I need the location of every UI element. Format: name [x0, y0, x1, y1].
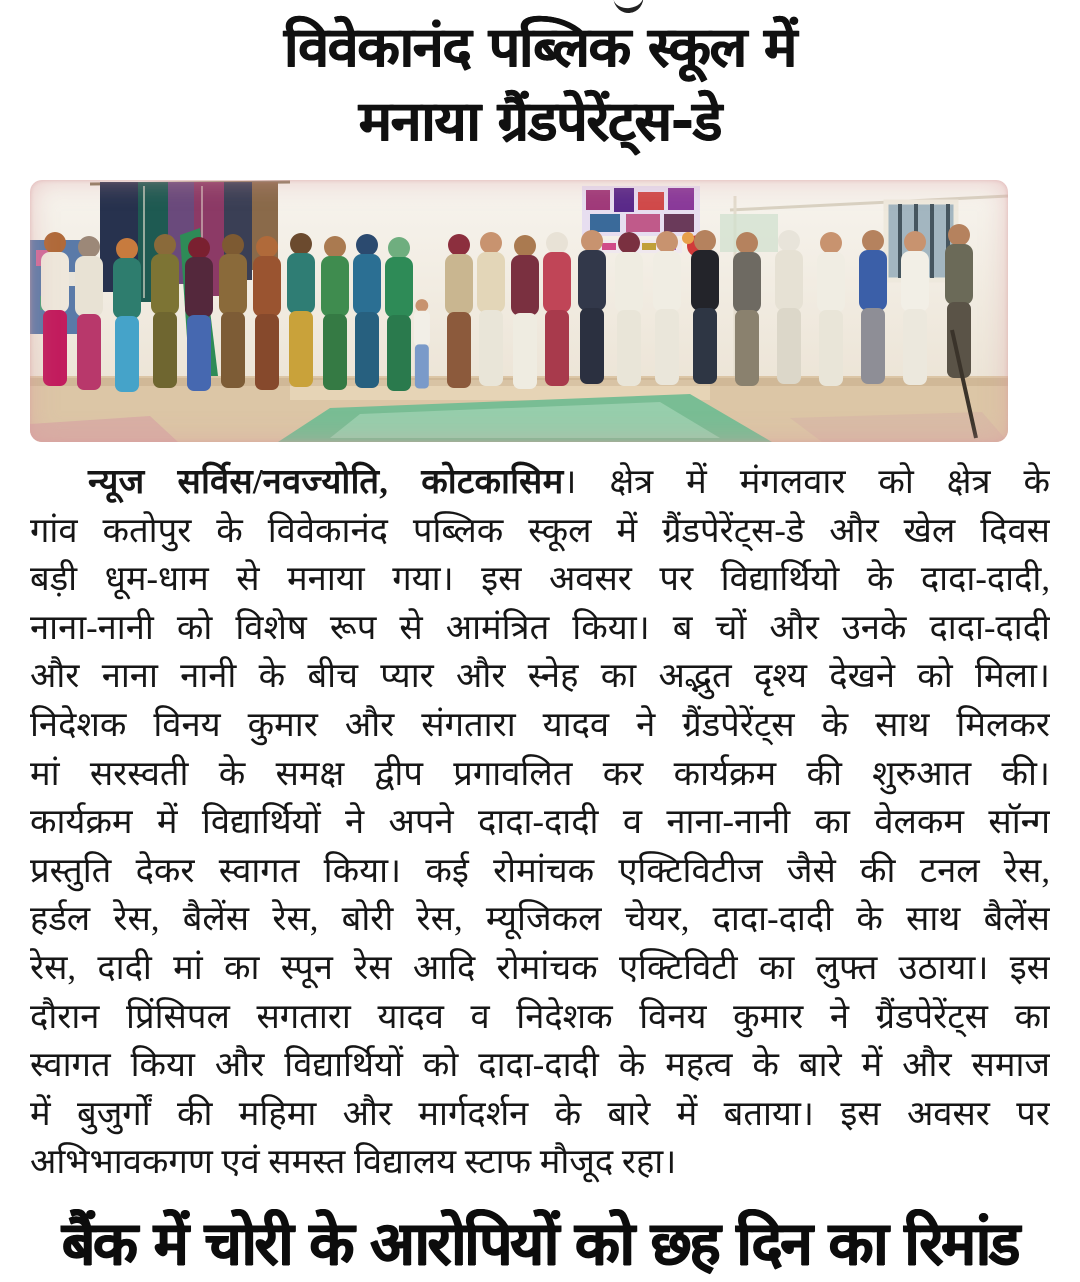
body-line: और नाना नानी के बीच प्यार और स्नेह का अद्भुत दृश्य देखने को मिला।: [30, 657, 1050, 696]
body-line: रेस, दादी मां का स्पून रेस आदि रोमांचक एक्टिविटी का लुफ्त उठाया। इस: [30, 948, 1050, 987]
body-line: प्रस्तुति देकर स्वागत किया। कई रोमांचक एक्टिविटीज जैसे की टनल रेस,: [30, 851, 1050, 890]
dateline: न्यूज सर्विस/नवज्योति, कोटकासिम: [88, 463, 564, 501]
next-article-headline: बैंक में चोरी के आरोपियों को छह दिन का रिमांड: [62, 1207, 1018, 1279]
article-photo: [30, 180, 1008, 442]
body-line: [30, 458, 1050, 507]
article-headline: [0, 10, 1080, 158]
body-line: बड़ी धूम-धाम से मनाया गया। इस अवसर पर विद्यार्थियो के दादा-दादी,: [30, 560, 1050, 599]
body-line: दौरान प्रिंसिपल सगतारा यादव व निदेशक विनय कुमार ने ग्रैंडपेरेंट्स का: [30, 997, 1050, 1036]
body-lines-container: [30, 507, 1050, 1187]
body-line: नाना-नानी को विशेष रूप से आमंत्रित किया। ब चों और उनके दादा-दादी: [30, 608, 1050, 647]
body-line: स्वागत किया और विद्यार्थियों को दादा-दादी के महत्व के बारे में और समाज: [30, 1046, 1050, 1085]
body-line: गांव कतोपुर के विवेकानंद पब्लिक स्कूल में ग्रैंडपेरेंट्स-डे और खेल दिवस: [30, 511, 1050, 550]
group-photo-illustration: [30, 180, 1008, 442]
lead-text: । क्षेत्र में मंगलवार को क्षेत्र के: [563, 463, 1050, 501]
body-line: मां सरस्वती के समक्ष द्वीप प्रगावलित कर कार्यक्रम की शुरुआत की।: [30, 754, 1050, 793]
body-line: में बुजुर्गों की महिमा और मार्गदर्शन के बारे में बताया। इस अवसर पर: [30, 1094, 1050, 1133]
body-line: निदेशक विनय कुमार और संगतारा यादव ने ग्रैंडपेरेंट्स के साथ मिलकर: [30, 705, 1050, 744]
body-line: कार्यक्रम में विद्यार्थियों ने अपने दादा-दादी व नाना-नानी का वेलकम सॉन्ग: [30, 803, 1050, 842]
article-body: [30, 458, 1050, 1187]
headline-line-1: विवेकानंद पब्लिक स्कूल में: [284, 15, 796, 79]
body-line: हर्डल रेस, बैलेंस रेस, बोरी रेस, म्यूजिकल चेयर, दादा-दादी के साथ बैलेंस: [30, 900, 1050, 939]
headline-line-2: मनाया ग्रैंडपेरेंट्स-डे: [358, 89, 722, 153]
body-line: अभिभावकगण एवं समस्त विद्यालय स्टाफ मौजूद रहा।: [30, 1143, 677, 1182]
